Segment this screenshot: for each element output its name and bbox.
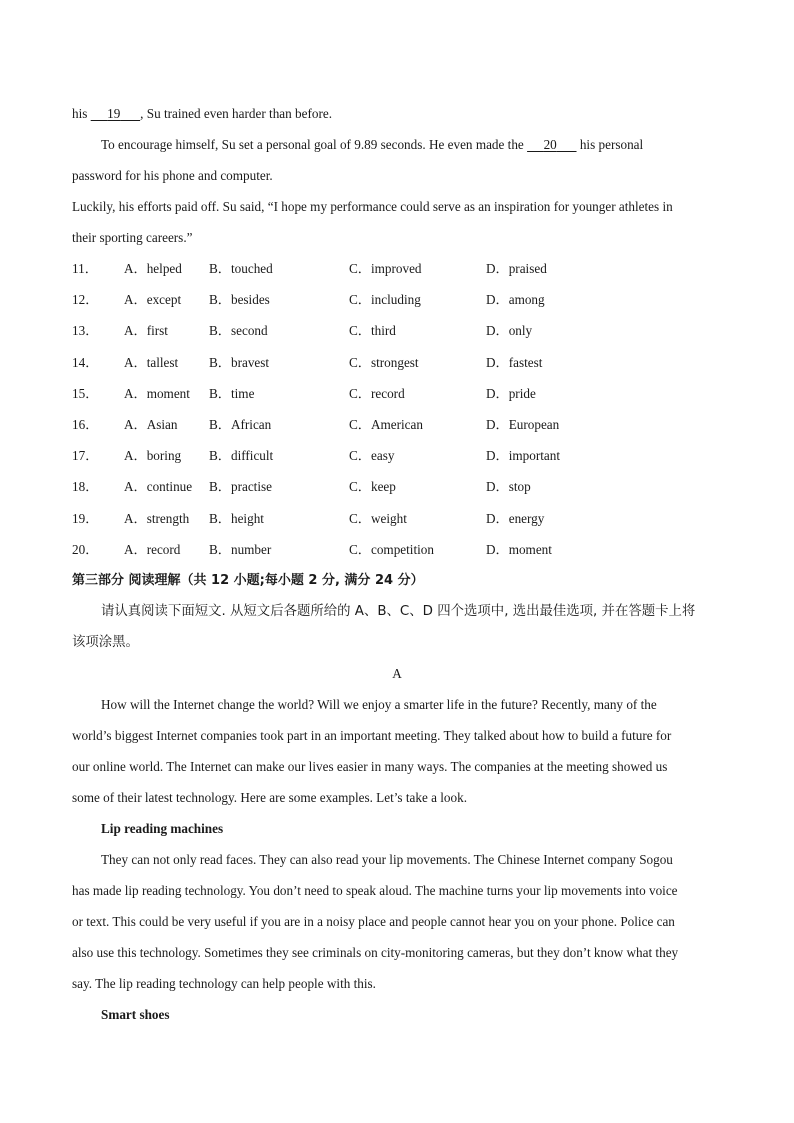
question-row: 18． A．continue B．practise C．keep D．stop (72, 471, 722, 502)
option-d[interactable]: D．important (486, 448, 560, 464)
reading-line: or text. This could be very useful if you are in a noisy place and people cannot hear you on your phone. Police can (72, 913, 675, 929)
question-row: 19． A．strength B．height C．weight D．energy (72, 503, 722, 534)
reading-line: How will the Internet change the world? Will we enjoy a smarter life in the future? Recently, many of the (101, 696, 657, 712)
option-c[interactable]: C．strongest (349, 354, 419, 370)
option-c[interactable]: C．keep (349, 479, 396, 495)
reading-line: has made lip reading technology. You don’t need to speak aloud. The machine turns your lip movements into voice (72, 882, 678, 898)
option-b[interactable]: B．difficult (209, 448, 274, 464)
option-b[interactable]: B．African (209, 416, 272, 432)
option-b[interactable]: B．bravest (209, 354, 270, 370)
option-d[interactable]: D．moment (486, 541, 552, 557)
reading-line: They can not only read faces. They can also read your lip movements. The Chinese Internet company Sogou (101, 851, 673, 867)
option-b[interactable]: B．second (209, 323, 268, 339)
question-row: 16． A．Asian B．African C．American D．European (72, 409, 722, 440)
option-b[interactable]: B．touched (209, 261, 273, 276)
passage-line: Luckily, his efforts paid off. Su said, “I hope my performance could serve as an inspiration for younger athletes in (72, 199, 673, 214)
reading-line: world’s biggest Internet companies took part in an important meeting. They talked about how to build a future for (72, 727, 672, 743)
exam-page (72, 98, 722, 1030)
option-a[interactable]: A．record (124, 541, 181, 557)
question-row: 14． A．tallest B．bravest C．strongest D．fastest (72, 347, 722, 378)
option-a[interactable]: A．tallest (124, 354, 179, 370)
question-row: 20． A．record B．number C．competition D．moment (72, 534, 722, 565)
subheading: Lip reading machines (101, 820, 224, 836)
option-b[interactable]: B．time (209, 385, 255, 401)
blank-19: 19 (107, 106, 121, 121)
option-a[interactable]: A．first (124, 323, 168, 339)
option-c[interactable]: C．improved (349, 261, 422, 276)
option-d[interactable]: D．energy (486, 510, 545, 526)
passage-line: To encourage himself, Su set a personal goal of 9.89 seconds. He even made the 20 his personal (72, 129, 722, 160)
option-a[interactable]: A．moment (124, 385, 190, 401)
option-c[interactable]: C．competition (349, 541, 434, 557)
reading-line: our online world. The Internet can make our lives easier in many ways. The companies at the meeting showed us (72, 758, 668, 774)
question-row: 15． A．moment B．time C．record D．pride (72, 378, 722, 409)
option-c[interactable]: C．third (349, 323, 396, 339)
option-c[interactable]: C．including (349, 292, 421, 308)
reading-line: also use this technology. Sometimes they see criminals on city-monitoring cameras, but they don’t know what they (72, 944, 679, 960)
option-c[interactable]: C．record (349, 385, 405, 401)
option-a[interactable]: A．Asian (124, 416, 178, 432)
option-d[interactable]: D．fastest (486, 354, 543, 370)
question-row: 17． A．boring B．difficult C．easy D．important (72, 440, 722, 471)
passage-label: A (392, 665, 402, 681)
option-b[interactable]: B．practise (209, 479, 272, 495)
passage-line: his 19 , Su trained even harder than before. (72, 98, 722, 129)
option-d[interactable]: D．European (486, 416, 560, 432)
option-d[interactable]: D．stop (486, 479, 531, 495)
section-instruction: 请认真阅读下面短文. 从短文后各题所给的 A、B、C、D 四个选项中, 选出最佳选项, 并在答题卡上将 (101, 603, 696, 619)
reading-line: say. The lip reading technology can help people with this. (72, 975, 376, 991)
subheading: Smart shoes (101, 1006, 170, 1022)
reading-line: some of their latest technology. Here are some examples. Let’s take a look. (72, 789, 467, 805)
option-b[interactable]: B．number (209, 541, 272, 557)
passage-line: password for his phone and computer. (72, 168, 273, 183)
option-a[interactable]: A．helped (124, 261, 182, 276)
option-a[interactable]: A．continue (124, 479, 193, 495)
passage-line: their sporting careers.” (72, 230, 193, 245)
option-c[interactable]: C．weight (349, 510, 407, 526)
option-d[interactable]: D．only (486, 323, 533, 339)
option-a[interactable]: A．strength (124, 510, 190, 526)
option-a[interactable]: A．boring (124, 448, 182, 464)
blank-20: 20 (543, 137, 557, 152)
option-d[interactable]: D．praised (486, 261, 547, 276)
option-d[interactable]: D．pride (486, 385, 536, 401)
question-row: 12． A．except B．besides C．including D．among (72, 284, 722, 315)
option-a[interactable]: A．except (124, 292, 182, 308)
option-b[interactable]: B．height (209, 510, 264, 526)
section-instruction: 该项涂黑。 (72, 634, 139, 650)
section-title: 第三部分 阅读理解（共 12 小题;每小题 2 分, 满分 24 分） (72, 572, 424, 588)
question-row: 13． A．first B．second C．third D．only (72, 315, 722, 346)
option-c[interactable]: C．easy (349, 448, 395, 464)
option-c[interactable]: C．American (349, 416, 423, 432)
option-d[interactable]: D．among (486, 292, 545, 308)
option-b[interactable]: B．besides (209, 292, 270, 308)
question-list (72, 253, 722, 565)
question-row: 11． A．helped B．touched C．improved D．praised (72, 253, 722, 284)
